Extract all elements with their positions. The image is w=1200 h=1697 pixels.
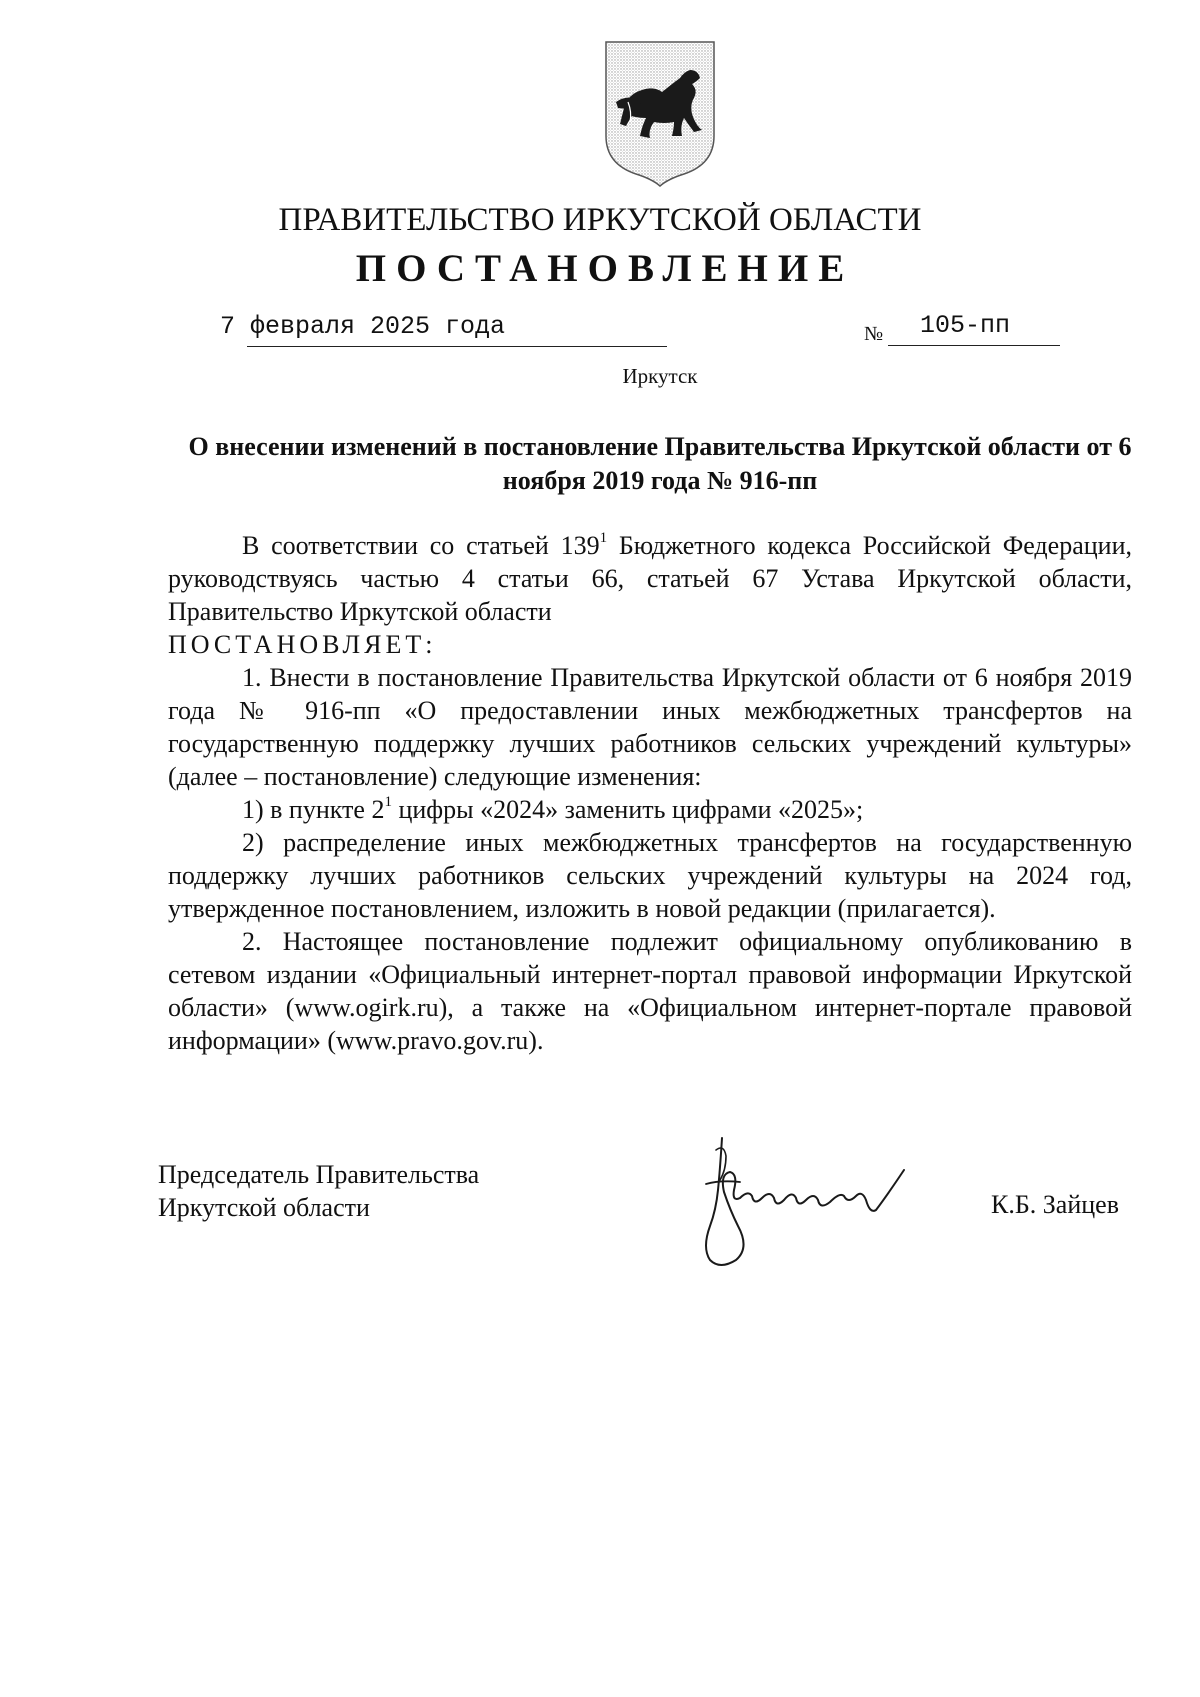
subitem-1-text-start: 1) в пункте 2 [242,795,385,824]
decree-subject: О внесении изменений в постановление Правительства Иркутской области от 6 ноября 2019 года № 916-пп [188,432,1132,495]
number-underline [888,345,1060,346]
subitem-1-text-end: цифры «2024» заменить цифрами «2025»; [391,795,864,824]
decree-number: 105-пп [920,311,1011,340]
preamble-paragraph [168,529,1132,628]
item-2-paragraph: 2. Настоящее постановление подлежит официальному опубликованию в сетевом издании «Официальный интернет-портал правовой информации Иркутской области» (www.ogirk.ru), а также на «Официальном интернет-портале правовой информации» (www.pravo.gov.ru). [168,927,1132,1055]
signatory-position-line-2: Иркутской области [158,1193,370,1222]
preamble-superscript: 1 [599,530,608,547]
document-type-title: ПОСТАНОВЛЕНИЕ [355,247,855,290]
preamble-text-end: Бюджетного кодекса Российской Федерации, руководствуясь частью 4 статьи 66, статьей 67 Устава Иркутской области, Правительство Иркутской области [168,531,1132,626]
number-sign: № [864,323,884,345]
signatory-name: К.Б. Зайцев [991,1190,1119,1219]
preamble-text-start: В соответствии со статьей 139 [242,531,600,560]
signatory-position-line-1: Председатель Правительства [158,1160,480,1189]
date-underline [247,346,667,347]
government-name: ПРАВИТЕЛЬСТВО ИРКУТСКОЙ ОБЛАСТИ [278,202,922,238]
subitem-1-paragraph [168,793,1132,826]
signatory-position [158,1158,479,1224]
subitem-1-superscript: 1 [384,794,392,811]
decree-date-field [212,308,506,352]
irkutsk-coat-of-arms-icon [602,38,718,188]
city-name: Иркутск [622,364,698,388]
decree-body [168,529,1132,1057]
resolves-heading: ПОСТАНОВЛЯЕТ: [168,630,437,659]
handwritten-signature-icon [680,1130,940,1275]
item-1-paragraph: 1. Внести в постановление Правительства Иркутской области от 6 ноября 2019 года № 916-пп «О предоставлении иных межбюджетных трансфертов на государственную поддержку лучших работников сельских учреждений культуры» (далее – постановление) следующие изменения: [168,663,1132,791]
subitem-2-paragraph: 2) распределение иных межбюджетных трансфертов на государственную поддержку лучших работников сельских учреждений культуры на 2024 год, утвержденное постановлением, изложить в новой редакции (прилагается). [168,828,1132,923]
decree-date: 7 февраля 2025 года [220,312,506,341]
